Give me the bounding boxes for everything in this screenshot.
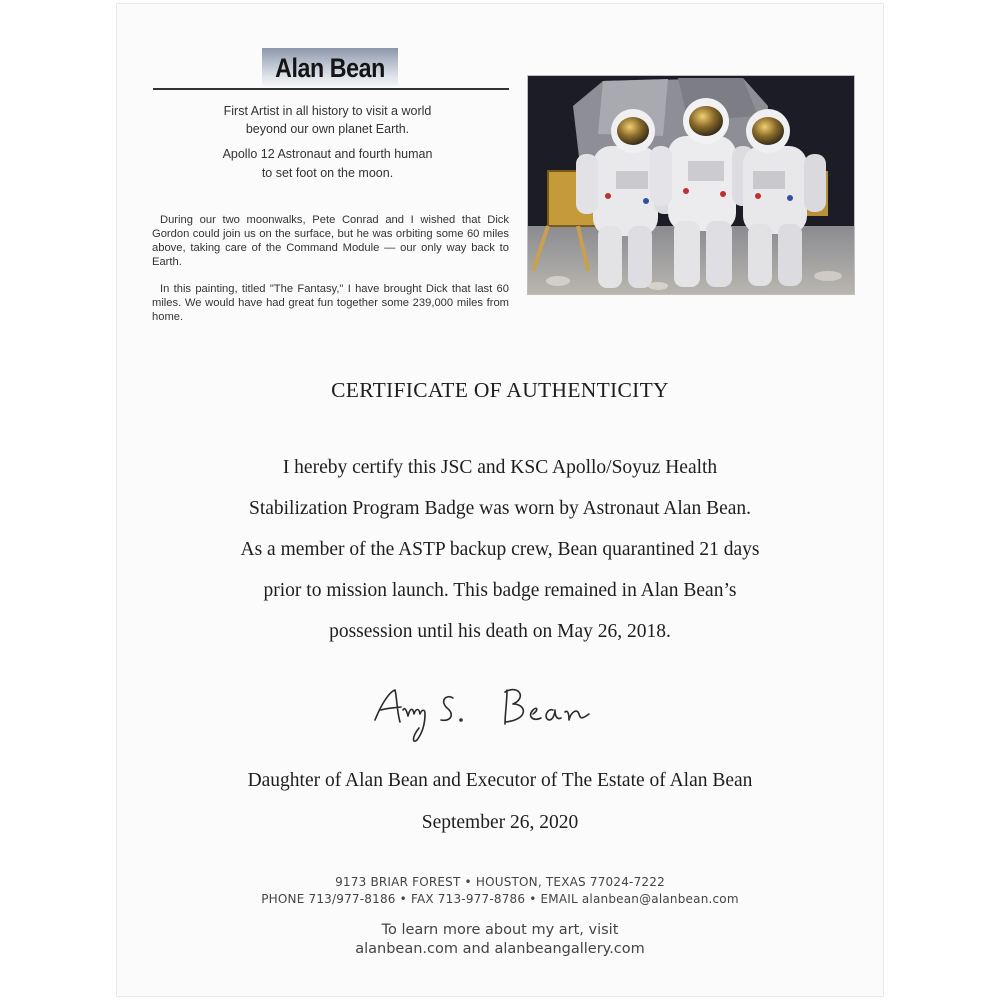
painting-image: [527, 75, 855, 295]
certificate-line-2: Stabilization Program Badge was worn by Astronaut Alan Bean.: [248, 498, 752, 519]
header-rule: [153, 88, 509, 90]
signer-role: Daughter of Alan Bean and Executor of The Estate of Alan Bean: [247, 770, 753, 791]
footer-learn-line-1: To learn more about my art, visit: [381, 922, 619, 938]
story-paragraph-2: In this painting, titled "The Fantasy," I have brought Dick that last 60 miles. We would have had great fun together some 239,000 miles from home.: [152, 283, 509, 323]
certificate-line-3: As a member of the ASTP backup crew, Bean quarantined 21 days: [240, 539, 760, 560]
tagline-line-3: Apollo 12 Astronaut and fourth human: [222, 147, 433, 161]
tagline-line-4: to set foot on the moon.: [261, 166, 394, 180]
tagline-line-2: beyond our own planet Earth.: [245, 122, 410, 136]
logo-text: Alan Bean: [275, 53, 385, 83]
logo: [147, 44, 509, 92]
certificate-line-1: I hereby certify this JSC and KSC Apollo/Soyuz Health: [282, 457, 718, 478]
handwritten-signature-icon: [367, 680, 617, 750]
certificate-line-5: possession until his death on May 26, 2018.: [329, 621, 671, 642]
three-astronauts-painting-icon: [528, 76, 854, 294]
story-paragraph-1: During our two moonwalks, Pete Conrad and I wished that Dick Gordon could join us on the surface, but he was orbiting some 60 miles above, taking care of the Command Module — our only way back to Earth.: [152, 214, 509, 268]
footer-learn-line-2: alanbean.com and alanbeangallery.com: [355, 941, 645, 957]
signature-date: September 26, 2020: [421, 812, 579, 833]
footer-address: 9173 BRIAR FOREST • HOUSTON, TEXAS 77024-7222: [335, 875, 665, 889]
footer-contact: PHONE 713/977-8186 • FAX 713-977-8786 • EMAIL alanbean@alanbean.com: [261, 892, 739, 906]
tagline-line-1: First Artist in all history to visit a world: [223, 104, 432, 118]
certificate-title: CERTIFICATE OF AUTHENTICITY: [331, 378, 669, 402]
certificate-line-4: prior to mission launch. This badge remained in Alan Bean’s: [263, 580, 737, 601]
signature: [367, 680, 617, 750]
